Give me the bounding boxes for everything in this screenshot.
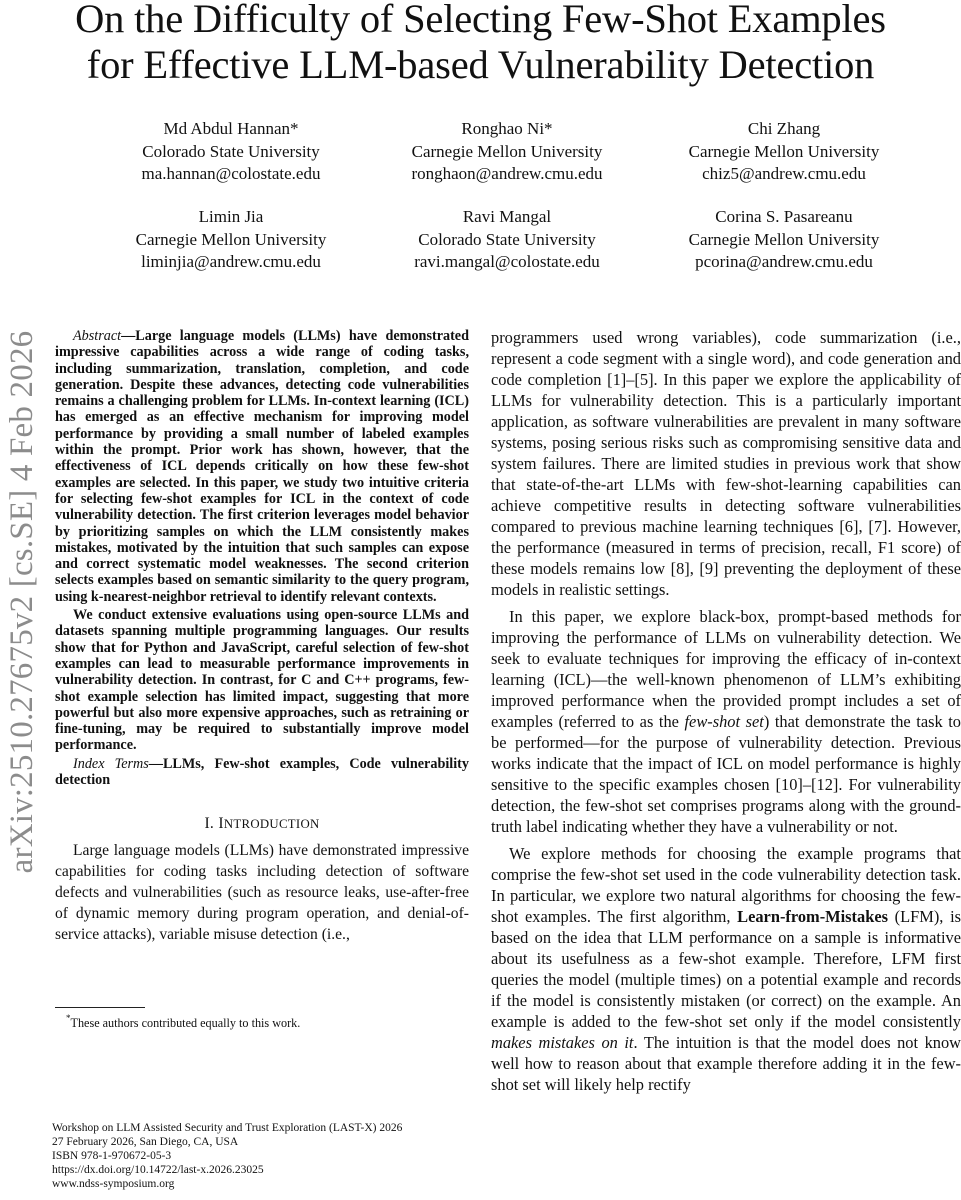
right-column bbox=[491, 327, 961, 1095]
venue-line: 27 February 2026, San Diego, CA, USA bbox=[52, 1136, 239, 1148]
author-block bbox=[81, 206, 381, 274]
section-number: I. I bbox=[204, 815, 224, 833]
abstract-paragraph bbox=[55, 328, 469, 605]
author-affiliation: Carnegie Mellon University bbox=[688, 229, 880, 249]
author-name: Ronghao Ni* bbox=[461, 119, 553, 138]
intro-paragraph-2 bbox=[491, 606, 961, 837]
author-name: Limin Jia bbox=[198, 207, 264, 226]
author-affiliation: Carnegie Mellon University bbox=[135, 229, 327, 249]
author-affiliation: Colorado State University bbox=[142, 141, 320, 161]
author-block bbox=[634, 206, 934, 274]
intro-paragraph-left: Large language models (LLMs) have demonstrated impressive capabilities for coding tasks including detection of software defects and vulnerabilities (such as resource leaks, use-after-free of dynamic memory during program operation, and denial-of-service attacks), variable misuse detection (i.e., bbox=[55, 842, 469, 943]
author-email: liminjia@andrew.cmu.edu bbox=[141, 252, 321, 271]
website-link[interactable]: www.ndss-symposium.org bbox=[52, 1178, 175, 1190]
section-title: NTRODUCTION bbox=[223, 817, 320, 832]
venue-line: ISBN 978-1-970672-05-3 bbox=[52, 1150, 172, 1162]
author-email: pcorina@andrew.cmu.edu bbox=[695, 252, 873, 271]
bold-term: Learn-from-Mistakes bbox=[737, 907, 888, 926]
footnote-mark: * bbox=[66, 1013, 71, 1023]
author-email: ronghaon@andrew.cmu.edu bbox=[411, 164, 603, 183]
arxiv-stamp: arXiv:2510.27675v2 [cs.SE] 4 Feb 2026 bbox=[4, 330, 40, 874]
left-column bbox=[55, 328, 469, 946]
paper-title bbox=[40, 0, 921, 88]
author-block bbox=[357, 206, 657, 274]
index-terms bbox=[55, 756, 469, 789]
emphasis: makes mistakes on it bbox=[491, 1033, 634, 1052]
author-name: Corina S. Pasareanu bbox=[715, 207, 853, 226]
intro-paragraph-1: programmers used wrong variables), code summarization (i.e., represent a code segment with a single word), and code generation and code completion [1]–[5]. In this paper we explore the applicability of LLMs for vulnerability detection. This is a particularly important application, as software vulnerabilities are prevalent in many software systems, posing serious risks such as compromising sensitive data and system failures. There are limited studies in previous work that show that state-of-the-art LLMs with few-shot-learning capabilities can achieve competitive results in detecting software vulnerabilities compared to previous machine learning techniques [6], [7]. However, the performance (measured in terms of precision, recall, F1 score) of these models remains low [8], [9] preventing the deployment of these models in realistic settings. bbox=[491, 328, 961, 599]
emphasis: few-shot set bbox=[684, 712, 764, 731]
section-heading-introduction bbox=[55, 814, 469, 835]
author-email: ravi.mangal@colostate.edu bbox=[414, 252, 600, 271]
text-run: (LFM), is based on the idea that LLM performance on a sample is informative about its usefulness as a few-shot example. Therefore, LFM first queries the model (multiple times) on a potential example and records if the model is consistently mistaken (or correct) on the example. An example is added to the few-shot set only if the model consistently bbox=[491, 907, 961, 1031]
footnote-rule bbox=[55, 1007, 145, 1008]
intro-paragraph-3 bbox=[491, 843, 961, 1095]
venue-info bbox=[52, 1121, 402, 1191]
author-affiliation: Carnegie Mellon University bbox=[411, 141, 603, 161]
title-line-2: for Effective LLM-based Vulnerability Detection bbox=[86, 42, 875, 87]
author-affiliation: Colorado State University bbox=[418, 229, 596, 249]
author-name: Ravi Mangal bbox=[462, 207, 552, 226]
title-line-1: On the Difficulty of Selecting Few-Shot Examples bbox=[75, 0, 886, 41]
index-terms-label: Index Terms bbox=[73, 755, 149, 772]
index-terms-text: —LLMs, Few-shot examples, Code vulnerability detection bbox=[55, 755, 469, 789]
author-affiliation: Carnegie Mellon University bbox=[688, 141, 880, 161]
abstract-label: Abstract bbox=[73, 328, 122, 344]
abstract-paragraph-2: We conduct extensive evaluations using open-source LLMs and datasets spanning multiple programming languages. Our results show that for Python and JavaScript, careful selection of few-shot examples can lead to measurable performance improvements in vulnerability detection. In contrast, for C and C++ programs, few-shot example selection has limited impact, suggesting that more powerful but also more expensive approaches, such as retraining or fine-tuning, may be required to substantially improve model performance. bbox=[55, 607, 469, 754]
author-email: ma.hannan@colostate.edu bbox=[141, 164, 321, 183]
doi-link[interactable]: https://dx.doi.org/10.14722/last-x.2026.23025 bbox=[52, 1164, 264, 1176]
text-run: ) that demonstrate the task to be performed—for the purpose of vulnerability detection. Previous works indicate that the impact of ICL on model performance is highly sensitive to the specific examples chosen [10]–[12]. For vulnerability detection, the few-shot set comprises programs along with the ground-truth label indicating whether they have a vulnerability or not. bbox=[491, 712, 961, 836]
abstract-text: —Large language models (LLMs) have demonstrated impressive capabilities across a wide range of coding tasks, including summarization, translation, completion, and code generation. Despite these advances, detecting code vulnerabilities remains a challenging problem for LLMs. In-context learning (ICL) has emerged as an effective mechanism for improving model performance by providing a small number of labeled examples within the prompt. Prior work has shown, however, that the effectiveness of ICL depends critically on how these few-shot examples are selected. In this paper, we study two intuitive criteria for selecting few-shot examples for ICL in the context of code vulnerability detection. The first criterion leverages model behavior by prioritizing samples on which the LLM consistently makes mistakes, motivated by the intuition that such samples can expose and correct systematic model weaknesses. The second criterion selects examples based on semantic similarity to the query program, using k-nearest-neighbor retrieval to identify relevant contexts. bbox=[55, 328, 469, 605]
author-name: Md Abdul Hannan* bbox=[163, 119, 299, 138]
author-name: Chi Zhang bbox=[747, 119, 821, 138]
footnote bbox=[66, 1013, 300, 1031]
author-block bbox=[357, 118, 657, 186]
author-email: chiz5@andrew.cmu.edu bbox=[702, 164, 866, 183]
footnote-text: These authors contributed equally to this work. bbox=[70, 1016, 301, 1030]
venue-line: Workshop on LLM Assisted Security and Trust Exploration (LAST-X) 2026 bbox=[52, 1122, 403, 1134]
text-run: . The intuition is that the model does not know well how to reason about that example therefore adding it in the few-shot set will likely help rectify bbox=[491, 1033, 961, 1094]
text-run: In this paper, we explore black-box, prompt-based methods for improving the performance of LLMs on vulnerability detection. We seek to evaluate techniques for improving the efficacy of in-context learning (ICL)—the well-known phenomenon of LLM’s exhibiting improved performance when the provided prompt includes a set of examples (referred to as the bbox=[491, 607, 961, 731]
author-block bbox=[634, 118, 934, 186]
text-run: We explore methods for choosing the example programs that comprise the few-shot set used in the code vulnerability detection task. In particular, we explore two natural algorithms for choosing the few-shot examples. The first algorithm, bbox=[491, 844, 961, 926]
author-block bbox=[81, 118, 381, 186]
